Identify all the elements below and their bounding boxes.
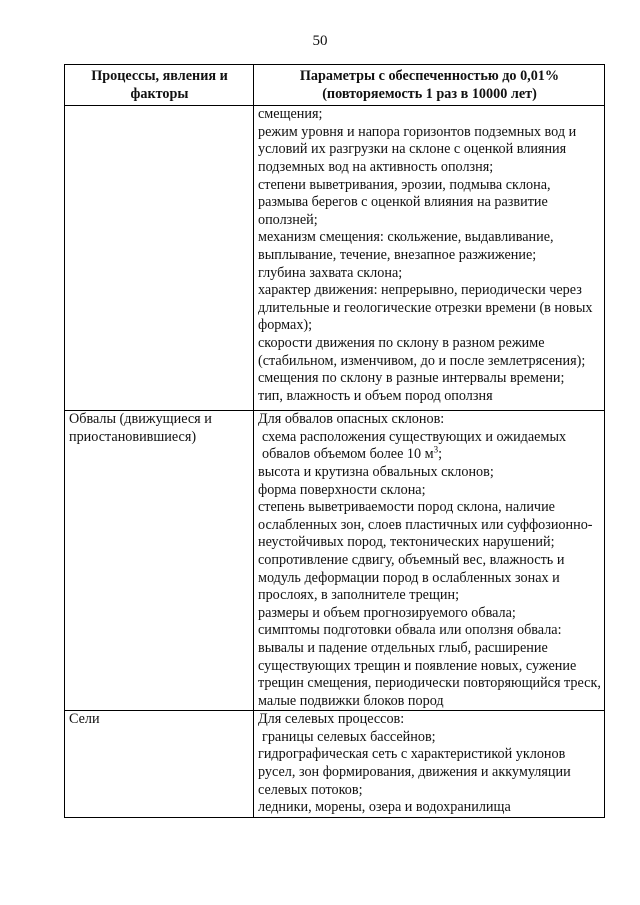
param-item: размеры и объем прогнозируемого обвала;	[258, 604, 516, 621]
param-item: глубина захвата склона;	[258, 264, 403, 281]
param-item: границы селевых бассейнов;	[262, 728, 436, 745]
param-item: режим уровня и напора горизонтов подземных вод и условий их разгрузки на склоне с оценкой влияния подземных вод на активность оползня;	[258, 123, 577, 175]
parameters-table	[64, 64, 605, 818]
param-item	[258, 429, 601, 464]
factor-cell: Сели	[65, 711, 254, 818]
factor-cell	[65, 106, 254, 411]
param-item: смещения по склону в разные интервалы времени;	[258, 370, 565, 387]
param-item: степени выветривания, эрозии, подмыва склона, размыва берегов с оценкой влияния на развитие оползней;	[258, 176, 551, 228]
header-processes: Процессы, явления и факторы	[65, 65, 254, 106]
params-cell	[254, 106, 605, 411]
param-item: сопротивление сдвигу, объемный вес, влажность и модуль деформации пород в ослабленных зонах и прослоях, в заполнителе трещин;	[258, 551, 565, 604]
param-item: смещения;	[258, 106, 323, 123]
params-intro: Для селевых процессов:	[258, 711, 405, 728]
param-item: механизм смещения: скольжение, выдавливание, выплывание, течение, внезапное разжижение;	[258, 229, 554, 263]
params-intro: Для обвалов опасных склонов:	[258, 411, 445, 428]
superscript: 3	[433, 444, 439, 455]
param-item: тип, влажность и объем пород оползня	[258, 387, 493, 404]
param-item: форма поверхности склона;	[258, 481, 426, 498]
factor-cell: Обвалы (движущиеся и приостановившиеся)	[65, 411, 254, 711]
param-text: схема расположения существующих и ожидаемых обвалов объемом более 10 м	[262, 428, 567, 463]
table-row	[65, 106, 605, 411]
param-item: симптомы подготовки обвала или оползня обвала: вывалы и падение отдельных глыб, расширение существующих трещин и появление новых, сужение трещин смещения, периодически повторяющийся треск, малые подвижки блоков пород	[258, 622, 601, 709]
param-item: высота и крутизна обвальных склонов;	[258, 463, 494, 480]
table-row	[65, 711, 605, 818]
params-cell	[254, 411, 605, 711]
param-item: ледники, морены, озера и водохранилища	[258, 799, 511, 816]
table-header-row	[65, 65, 605, 106]
header-parameters: Параметры с обеспеченностью до 0,01% (повторяемость 1 раз в 10000 лет)	[254, 65, 605, 106]
params-cell	[254, 711, 605, 818]
param-item: степень выветриваемости пород склона, наличие ослабленных зон, слоев пластичных или суффозионно-неустойчивых пород, тектонических нарушений;	[258, 499, 593, 551]
page-number: 50	[312, 33, 328, 49]
param-item: скорости движения по склону в разном режиме (стабильном, изменчивом, до и после землетрясения);	[258, 334, 586, 369]
param-item: характер движения: непрерывно, периодически через длительные и геологические отрезки времени (в новых формах);	[258, 282, 593, 334]
table-row	[65, 411, 605, 711]
param-item: гидрографическая сеть с характеристикой уклонов русел, зон формирования, движения и аккумуляции селевых потоков;	[258, 746, 571, 798]
param-tail: ;	[438, 446, 443, 463]
